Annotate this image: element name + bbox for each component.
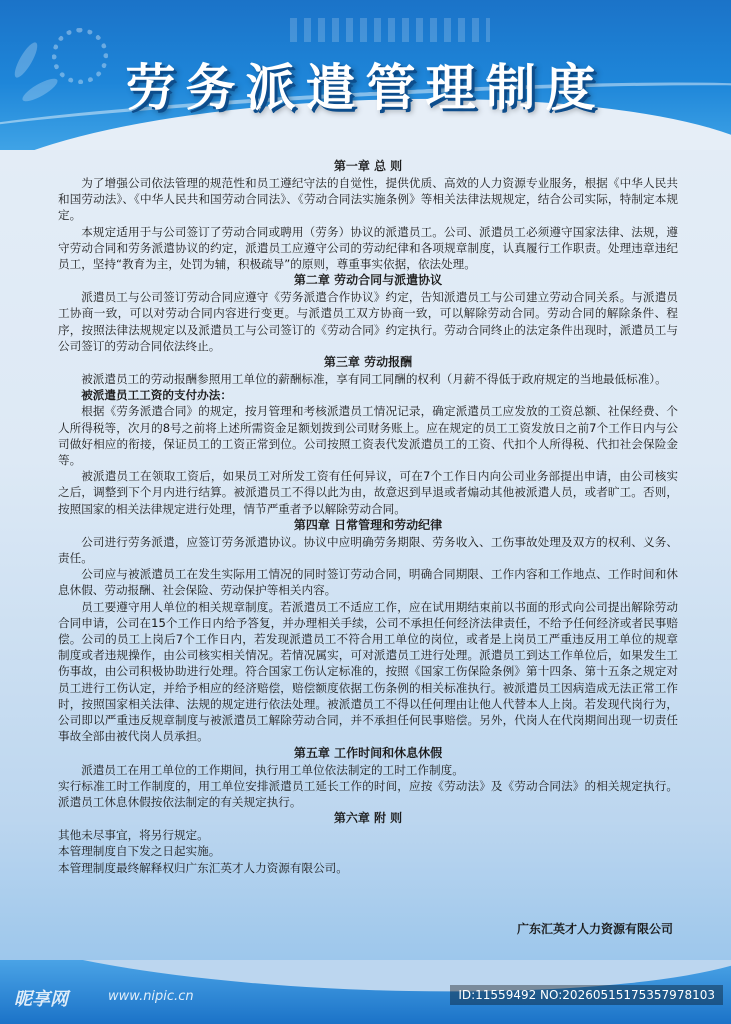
chapter-heading: 第三章 劳动报酬: [323, 355, 413, 370]
header-banner: [0, 0, 731, 150]
watermark-url: www.nipic.cn: [108, 989, 194, 1004]
paragraph: 派遣员工与公司签订劳动合同应遵守《劳务派遣合作协议》约定，告知派遣员工与公司建立劳动合同关系。与派遣员工协商一致，可以对劳动合同内容进行变更。与派遣员工双方协商一致，可以解除劳动合同。劳动合同的解除条件、程序，按照法律法规规定以及派遣员工与公司签订的《劳动合同》约定执行。劳动合同终止的法定条件出现时，派遣员工与公司签订的劳动合同依法终止。: [58, 290, 678, 353]
page-title: 劳务派遣管理制度: [125, 59, 606, 117]
company-signature: 广东汇英才人力资源有限公司: [516, 922, 673, 936]
paragraph: 本管理制度最终解释权归广东汇英才人力资源有限公司。: [58, 860, 348, 875]
chapter-heading: 第四章 日常管理和劳动纪律: [293, 517, 443, 532]
chapter-heading: 第一章 总 则: [333, 159, 403, 173]
paragraph: 本规定适用于与公司签订了劳动合同或聘用（劳务）协议的派遣员工。公司、派遣员工必须遵守国家法律、法规，遵守劳动合同和劳务派遣协议的约定，派遣员工应遵守公司的劳动纪律和各项规章制度，认真履行工作职责。处理违章违纪员工，坚持“教育为主，处罚为辅，积极疏导”的原则，尊重事实依据，依法处理。: [58, 224, 678, 272]
paragraph: 被派遣员工的劳动报酬参照用工单位的薪酬标准，享有同工同酬的权利（月薪不得低于政府规定的当地最低标准）。: [81, 372, 667, 387]
paragraph: 其他未尽事宜，将另行规定。: [58, 828, 209, 843]
paragraph: 实行标准工时工作制度的，用工单位安排派遣员工延长工作的时间，应按《劳动法》及《劳动合同法》的相关规定执行。派遣员工休息休假按依法制定的有关规定执行。: [58, 778, 678, 809]
chapter-heading: 第五章 工作时间和休息休假: [293, 745, 443, 760]
paragraph: 派遣员工在用工单位的工作期间，执行用工单位依法制定的工时工作制度。: [81, 762, 464, 777]
paragraph: 公司应与被派遣员工在发生实际用工情况的同时签订劳动合同，明确合同期限、工作内容和工作地点、工作时间和休息休假、劳动报酬、社会保险、劳动保护等相关内容。: [58, 567, 678, 598]
paragraph: 为了增强公司依法管理的规范性和员工遵纪守法的自觉性，提供优质、高效的人力资源专业服务，根据《中华人民共和国劳动法》、《中华人民共和国劳动合同法》、《劳动合同法实施条例》等相关法律法规规定，结合公司实际，特制定本规定。: [58, 176, 678, 223]
document-body: [58, 158, 678, 876]
chapter-heading: 第六章 附 则: [333, 811, 403, 826]
sub-heading: 被派遣员工工资的支付办法：: [81, 388, 232, 403]
paragraph: 公司进行劳务派遣，应签订劳务派遣协议。协议中应明确劳务期限、劳务收入、工伤事故处理及双方的权利、义务、责任。: [58, 534, 678, 566]
decorative-squares: [290, 18, 490, 42]
paragraph: 本管理制度自下发之日起实施。: [58, 844, 221, 859]
paragraph: 根据《劳务派遣合同》的规定，按月管理和考核派遣员工情况记录，确定派遣员工应发放的工资总额、社保经费、个人所得税等，次月的8号之前将上述所需资金足额划拨到公司财务账上。应在规定的员工工资发放日之前7个工作日内与公司做好相应的衔接，保证员工的工资正常到位。公司按照工资表代发派遣员工的工资、代扣个人所得税、代扣社会保险金等。: [58, 404, 678, 468]
chapter-heading: 第二章 劳动合同与派遣协议: [293, 273, 443, 288]
watermark-id: ID:11559492 NO:20260515175357978103: [450, 985, 723, 1005]
watermark-logo: 昵享网: [14, 989, 68, 1010]
paragraph: 员工要遵守用人单位的相关规章制度。若派遣员工不适应工作，应在试用期结束前以书面的形式向公司提出解除劳动合同申请，公司在15个工作日内给予答复，并办理相关手续，公司不承担任何经济法律责任，不给予任何经济或者民事赔偿。公司的员工上岗后7个工作日内，若发现派遣员工不符合用工单位的岗位，或者是上岗员工严重违反用工单位的规章制度或者违规操作，由公司核实相关情况。若情况属实，可对派遣员工进行处理。派遣员工到达工作单位后，如果发生工伤事故，由公司积极协助进行处理。符合国家工伤认定标准的，按照《国家工伤保险条例》第十四条、第十五条之规定对员工进行工伤认定，并给予相应的经济赔偿，赔偿额度依据工伤条例的相关标准执行。被派遣员工因病造成无法正常工作时，按照国家相关法律、法规的规定进行依法处理。被派遣员工不得以任何理由让他人代替本人上岗。若发现代岗行为，公司即以严重违反规章制度与被派遣员工解除劳动合同，并不承担任何民事赔偿。另外，代岗人在代岗期间出现一切责任事故全部由被代岗人员承担。: [58, 599, 678, 744]
paragraph: 被派遣员工在领取工资后，如果员工对所发工资有任何异议，可在7个工作日内向公司业务部提出申请，由公司核实之后，调整到下个月内进行结算。被派遣员工不得以此为由，故意迟到早退或者煽动其他被派遣人员，或者旷工。否则，按照国家的相关法律规定进行处理，情节严重者予以解除劳动合同。: [58, 469, 678, 516]
